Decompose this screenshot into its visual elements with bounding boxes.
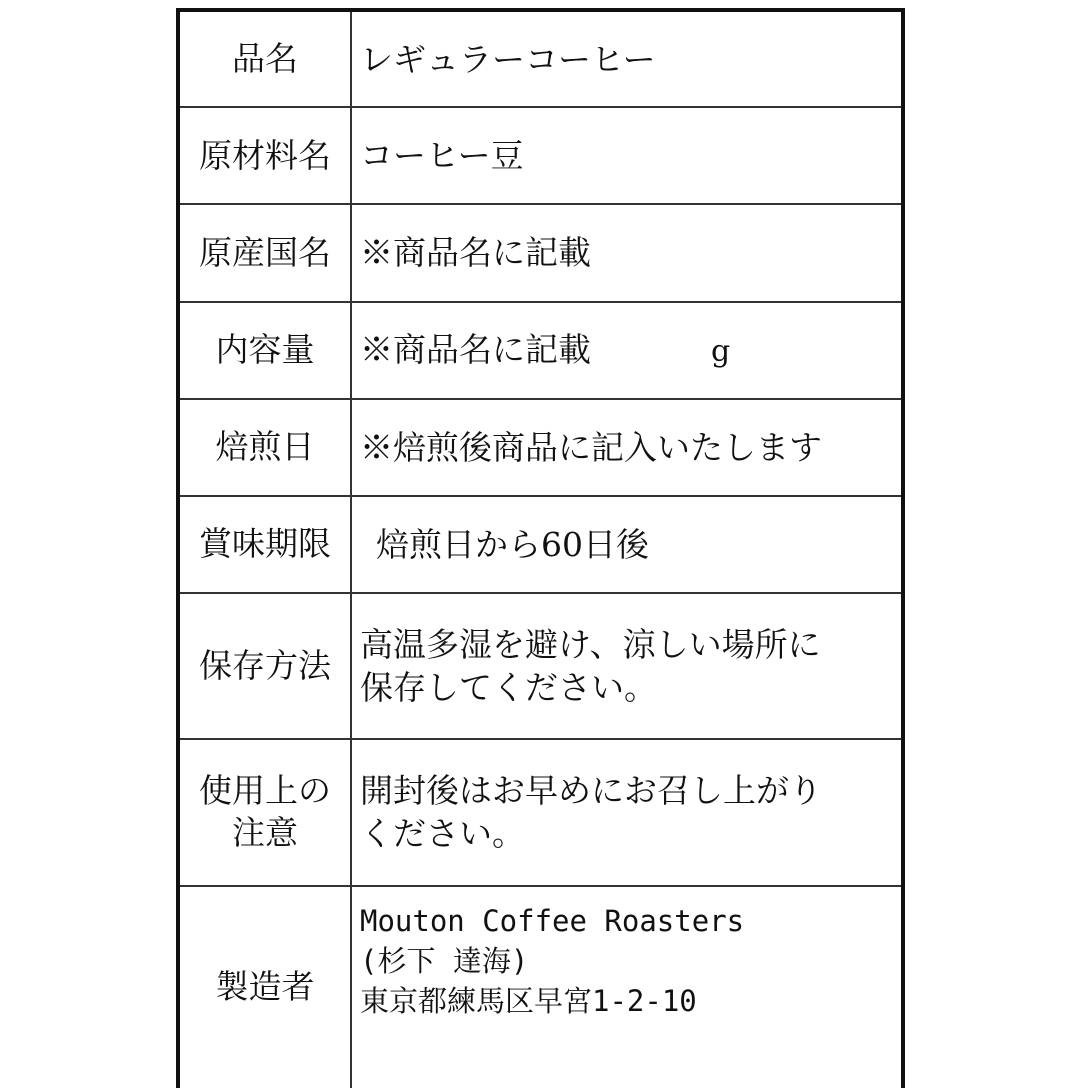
key-ingredients: 原材料名 <box>178 107 351 204</box>
value-manufacturer: Mouton Coffee Roasters (杉下 達海) 東京都練馬区早宮1-2-10 <box>351 886 903 1088</box>
value-roast-date: ※焙煎後商品に記入いたします <box>351 399 903 496</box>
value-ingredients: コーヒー豆 <box>351 107 903 204</box>
value-origin-country: ※商品名に記載 <box>351 204 903 301</box>
key-manufacturer: 製造者 <box>178 886 351 1088</box>
row-usage-notes <box>178 739 903 885</box>
value-net-content-cell <box>351 302 903 399</box>
product-label-table <box>176 8 905 1088</box>
row-best-before <box>178 496 903 593</box>
row-storage <box>178 593 903 739</box>
value-net-content: ※商品名に記載 <box>360 329 591 369</box>
net-content-unit: g <box>711 333 731 369</box>
row-product-name <box>178 10 903 107</box>
value-usage-notes: 開封後はお早めにお召し上がり ください。 <box>351 739 903 885</box>
key-storage: 保存方法 <box>178 593 351 739</box>
row-manufacturer <box>178 886 903 1088</box>
key-best-before: 賞味期限 <box>178 496 351 593</box>
value-best-before: 焙煎日から60日後 <box>351 496 903 593</box>
value-storage: 高温多湿を避け、涼しい場所に 保存してください。 <box>351 593 903 739</box>
value-product-name: レギュラーコーヒー <box>351 10 903 107</box>
row-ingredients <box>178 107 903 204</box>
key-origin-country: 原産国名 <box>178 204 351 301</box>
key-usage-notes: 使用上の 注意 <box>178 739 351 885</box>
key-roast-date: 焙煎日 <box>178 399 351 496</box>
row-roast-date <box>178 399 903 496</box>
row-origin-country <box>178 204 903 301</box>
key-product-name: 品名 <box>178 10 351 107</box>
row-net-content <box>178 302 903 399</box>
key-net-content: 内容量 <box>178 302 351 399</box>
